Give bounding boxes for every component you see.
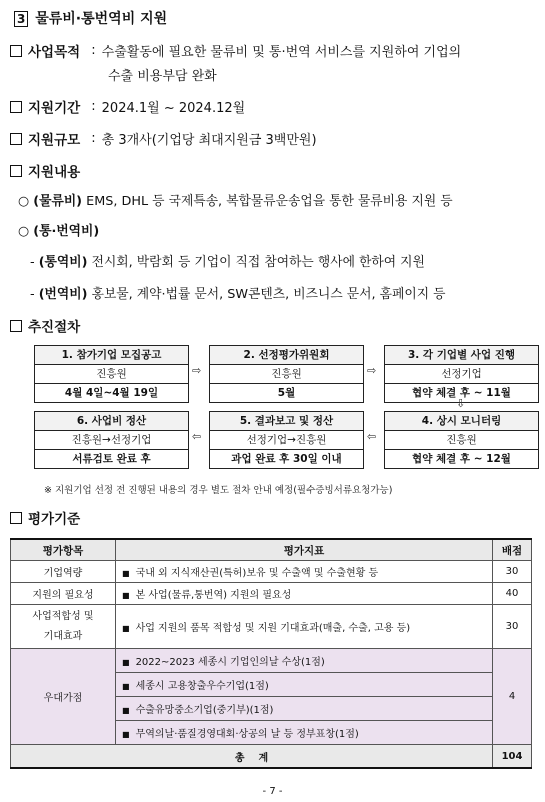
- content-item-2: [18, 220, 99, 239]
- process-step-who: 진흥원: [210, 364, 363, 383]
- process-step-1: [34, 345, 189, 403]
- process-step-3: [384, 345, 539, 403]
- table-header-row: [11, 539, 532, 561]
- process-step-when: 협약 체결 후 ~ 11월: [385, 383, 538, 402]
- content-item-2-head: (통·번역비): [33, 224, 100, 239]
- process-step-who: 선정기업→진흥원: [210, 430, 363, 449]
- table-row: [11, 605, 532, 649]
- process-step-who: 진흥원→선정기업: [35, 430, 188, 449]
- row-indicator-text: 본 사업(물류,통번역) 지원의 필요성: [135, 590, 292, 601]
- period-line: [10, 96, 245, 117]
- process-step-who: 진흥원: [385, 430, 538, 449]
- period-sep: :: [91, 99, 96, 114]
- square-bullet-icon: [10, 101, 22, 113]
- arrow-down-icon: ⇩: [456, 397, 466, 410]
- scale-sep: :: [91, 131, 96, 146]
- section-title-text: 물류비·통번역비 지원: [35, 11, 168, 27]
- header-score: 배점: [493, 539, 532, 561]
- content-item-1-head: (물류비): [33, 194, 83, 209]
- row-indicator: [116, 583, 493, 605]
- period-text: 2024.1월 ~ 2024.12월: [101, 101, 246, 116]
- row-indicator: [116, 605, 493, 649]
- row-category: 우대가점: [11, 649, 116, 745]
- square-bullet-icon: [10, 165, 22, 177]
- purpose-line-2: [108, 64, 217, 84]
- purpose-label: 사업목적: [28, 44, 81, 61]
- circle-bullet-icon: ○: [18, 194, 30, 209]
- period-label: 지원기간: [28, 100, 81, 117]
- square-bullet-icon: ■: [122, 657, 130, 667]
- row-category-line-2: 기대효과: [43, 630, 83, 642]
- process-step-who: 선정기업: [385, 364, 538, 383]
- content-item-2a-head: (통역비): [38, 255, 88, 270]
- row-indicator-text: 수출유망중소기업(중기부)(1점): [135, 705, 274, 716]
- evaluation-table: [10, 538, 532, 769]
- row-score: 4: [493, 649, 532, 745]
- purpose-text-2: 수출 비용부담 완화: [108, 69, 217, 84]
- evaluation-line: [10, 507, 80, 528]
- process-step-title: 1. 참가기업 모집공고: [35, 346, 188, 364]
- row-score: 30: [493, 605, 532, 649]
- square-bullet-icon: [10, 320, 22, 332]
- process-step-when: 협약 체결 후 ~ 12월: [385, 449, 538, 468]
- process-step-title: 3. 각 기업별 사업 진행: [385, 346, 538, 364]
- dash-bullet: -: [30, 287, 35, 302]
- page-number: - 7 -: [262, 786, 283, 797]
- row-indicator-text: 무역의날·품질경영대회·상공의 날 등 정부표창(1점): [135, 729, 359, 740]
- row-indicator-text: 국내 외 지식재산권(특허)보유 및 수출액 및 수출현황 등: [135, 568, 379, 579]
- row-indicator-text: 세종시 고용창출우수기업(1점): [135, 681, 269, 692]
- row-indicator: [116, 561, 493, 583]
- square-bullet-icon: ■: [122, 681, 130, 691]
- row-category: [11, 605, 116, 649]
- procedure-label: 추진절차: [28, 319, 81, 336]
- square-bullet-icon: [10, 133, 22, 145]
- process-step-when: 서류검토 완료 후: [35, 449, 188, 468]
- arrow-left-icon: ⇦: [192, 430, 202, 443]
- process-step-when: 4월 4일~4월 19일: [35, 383, 188, 402]
- process-step-when: 과업 완료 후 30일 이내: [210, 449, 363, 468]
- purpose-sep: :: [91, 43, 96, 58]
- row-category: 기업역량: [11, 561, 116, 583]
- square-bullet-icon: ■: [122, 623, 130, 633]
- process-step-who: 진흥원: [35, 364, 188, 383]
- row-indicator: [116, 673, 493, 697]
- row-indicator: [116, 721, 493, 745]
- total-score: 104: [493, 745, 532, 769]
- process-step-title: 5. 결과보고 및 정산: [210, 412, 363, 430]
- row-category: 지원의 필요성: [11, 583, 116, 605]
- arrow-right-icon: ⇨: [192, 364, 202, 377]
- content-item-2a-text: 전시회, 박람회 등 기업이 직접 참여하는 행사에 한하여 지원: [91, 255, 425, 270]
- square-bullet-icon: ■: [122, 568, 130, 578]
- row-score: 30: [493, 561, 532, 583]
- procedure-note: ※ 지원기업 선정 전 진행된 내용의 경우 별도 절차 안내 예정(필수증빙서류요청가능): [44, 485, 393, 496]
- row-indicator-text: 사업 지원의 품목 적합성 및 지원 기대효과(매출, 수출, 고용 등): [135, 623, 411, 634]
- header-category: 평가항목: [11, 539, 116, 561]
- table-total-row: [11, 745, 532, 769]
- process-step-when: 5월: [210, 383, 363, 402]
- section-number: 3: [14, 11, 28, 27]
- row-score: 40: [493, 583, 532, 605]
- table-row: [11, 561, 532, 583]
- process-step-4: [384, 411, 539, 469]
- content-item-2b-head: (번역비): [38, 287, 88, 302]
- row-category-line-1: 사업적합성 및: [32, 610, 94, 622]
- table-row-preferential: [11, 649, 532, 673]
- process-step-6: [34, 411, 189, 469]
- row-indicator: [116, 697, 493, 721]
- content-item-2b: [30, 283, 446, 302]
- process-step-title: 4. 상시 모니터링: [385, 412, 538, 430]
- content-item-1-text: EMS, DHL 등 국제특송, 복합물류운송업을 통한 물류비용 지원 등: [86, 194, 453, 209]
- square-bullet-icon: ■: [122, 590, 130, 600]
- content-label: 지원내용: [28, 164, 81, 181]
- square-bullet-icon: [10, 512, 22, 524]
- square-bullet-icon: [10, 45, 22, 57]
- circle-bullet-icon: ○: [18, 224, 30, 239]
- header-indicator: 평가지표: [116, 539, 493, 561]
- content-item-1: [18, 190, 453, 209]
- dash-bullet: -: [30, 255, 35, 270]
- arrow-left-icon: ⇦: [367, 430, 377, 443]
- total-label: 총 계: [11, 745, 493, 769]
- process-step-title: 6. 사업비 정산: [35, 412, 188, 430]
- procedure-line: [10, 315, 80, 336]
- purpose-line: [10, 40, 461, 61]
- process-step-title: 2. 선정평가위원회: [210, 346, 363, 364]
- process-step-5: [209, 411, 364, 469]
- square-bullet-icon: ■: [122, 705, 130, 715]
- content-item-2b-text: 홍보물, 계약·법률 문서, SW콘텐츠, 비즈니스 문서, 홈페이지 등: [91, 287, 446, 302]
- section-title: [14, 8, 167, 28]
- arrow-right-icon: ⇨: [367, 364, 377, 377]
- evaluation-label: 평가기준: [28, 511, 81, 528]
- scale-line: [10, 128, 317, 149]
- square-bullet-icon: ■: [122, 729, 130, 739]
- purpose-text-1: 수출활동에 필요한 물류비 및 통·번역 서비스를 지원하여 기업의: [101, 45, 462, 60]
- row-indicator: [116, 649, 493, 673]
- content-line: [10, 160, 80, 181]
- table-row: [11, 583, 532, 605]
- row-indicator-text: 2022~2023 세종시 기업인의날 수상(1점): [135, 657, 325, 668]
- content-item-2a: [30, 251, 425, 270]
- process-step-2: [209, 345, 364, 403]
- scale-label: 지원규모: [28, 132, 81, 149]
- scale-text: 총 3개사(기업당 최대지원금 3백만원): [101, 133, 317, 148]
